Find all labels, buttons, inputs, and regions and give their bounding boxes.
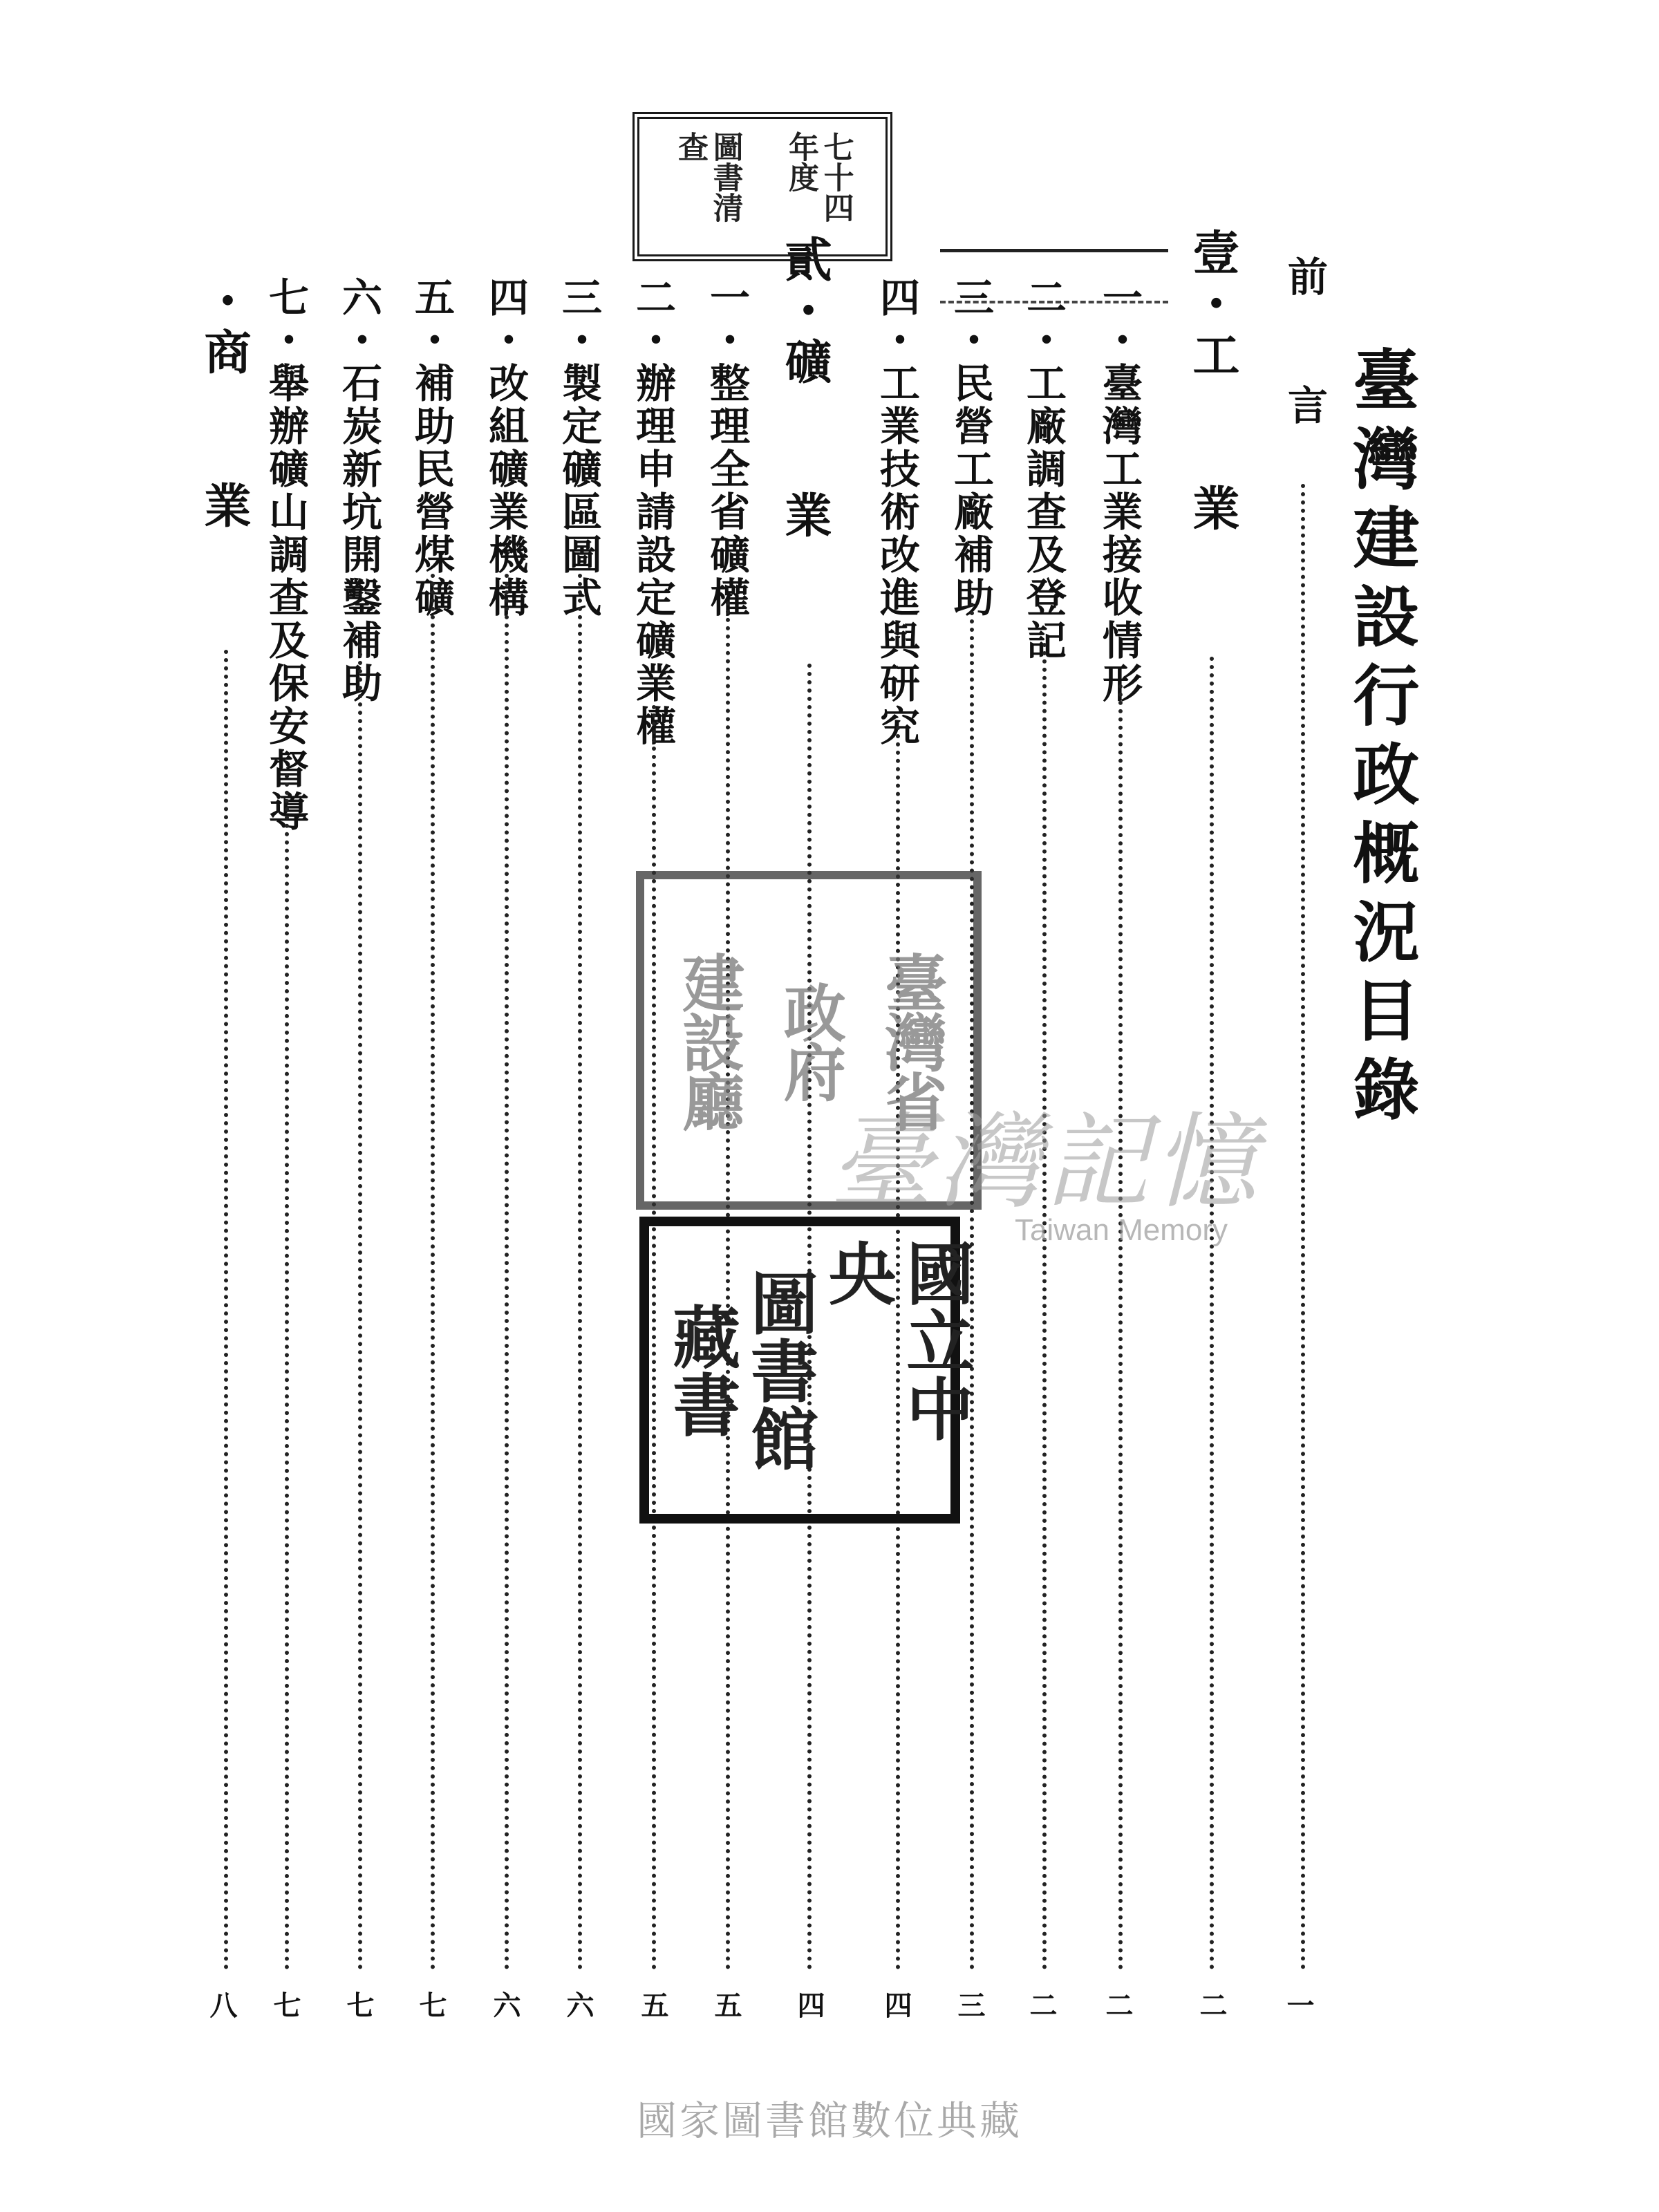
toc-page-number: 五 <box>710 1991 742 2018</box>
toc-entry: 三・製定礦區圖式 <box>555 276 602 619</box>
seal-text: 藏書 <box>661 1302 741 1438</box>
toc-entry: 四・工業技術改進與研究 <box>873 276 920 748</box>
toc-leader <box>224 650 228 1970</box>
toc-entry: 二・工廠調查及登記 <box>1020 276 1067 662</box>
toc-page-number: 四 <box>793 1991 825 2018</box>
footer-caption: 國家圖書館數位典藏 <box>636 2097 1022 2144</box>
seal-text: 圖書館 <box>739 1268 819 1472</box>
seal-text: 政府 <box>772 981 846 1100</box>
toc-page-number: 二 <box>1101 1991 1134 2018</box>
inventory-stamp <box>632 112 892 261</box>
toc-section-industry: 壹・工 業 <box>1185 228 1240 535</box>
toc-entry: 三・民營工廠補助 <box>947 276 994 619</box>
toc-entry: 六・石炭新坑開鑿補助 <box>335 276 382 705</box>
library-seal <box>639 1217 975 1524</box>
toc-leader <box>431 574 435 1970</box>
stamp-text: 圖書清查 <box>673 131 743 223</box>
toc-page-number: 五 <box>637 1991 669 2018</box>
stamp-text: 七十四年度 <box>783 131 854 223</box>
toc-entry: 一・整理全省礦權 <box>703 276 750 619</box>
toc-page-number: 七 <box>415 1991 447 2018</box>
toc-page-number: 三 <box>953 1991 986 2018</box>
toc-leader <box>285 774 289 1970</box>
handwritten-strike-mark <box>940 249 1168 303</box>
toc-leader <box>505 574 509 1970</box>
toc-page-number: 七 <box>342 1991 375 2018</box>
page-title: 臺灣建設行政概況目錄 <box>1342 346 1421 1134</box>
toc-entry-preface: 前 言 <box>1281 256 1328 427</box>
toc-page-number: 八 <box>205 1991 238 2018</box>
toc-page-number: 一 <box>1282 1991 1315 2018</box>
toc-page-number: 六 <box>489 1991 521 2018</box>
toc-leader <box>1042 643 1047 1970</box>
toc-page-number: 二 <box>1025 1991 1058 2018</box>
toc-section-mining: 貳・礦 業 <box>777 235 832 542</box>
toc-leader <box>358 636 362 1970</box>
seal-text: 臺灣省 <box>874 951 948 1130</box>
toc-leader <box>1118 684 1123 1970</box>
seal-text: 國立中央 <box>817 1239 975 1442</box>
toc-entry: 四・改組礦業機構 <box>482 276 529 619</box>
seal-text: 建設廳 <box>671 951 745 1130</box>
toc-page-number: 四 <box>880 1991 912 2018</box>
toc-page-number: 七 <box>269 1991 301 2018</box>
toc-entry: 一・臺灣工業接收情形 <box>1096 276 1143 705</box>
watermark-english: Taiwan Memory <box>1014 1213 1228 1247</box>
toc-leader <box>1301 484 1305 1970</box>
taiwan-memory-watermark <box>830 1103 1262 1248</box>
watermark-chinese: 臺灣記憶 <box>830 1103 1262 1223</box>
toc-leader <box>1210 657 1214 1970</box>
toc-section-commerce: ・商 業 <box>196 276 252 532</box>
toc-entry: 二・辦理申請設定礦業權 <box>629 276 676 748</box>
toc-page-number: 六 <box>562 1991 594 2018</box>
toc-page-number: 二 <box>1195 1991 1228 2018</box>
toc-entry: 七・舉辦礦山調查及保安督導 <box>262 276 309 834</box>
toc-entry: 五・補助民營煤礦 <box>408 276 455 619</box>
toc-leader <box>578 574 582 1970</box>
